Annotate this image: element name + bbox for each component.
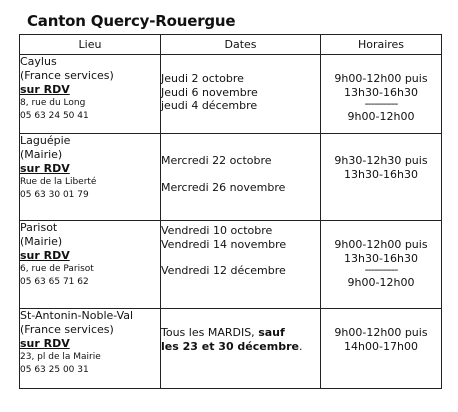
date-item: Jeudi 6 novembre [161,85,258,99]
cell-horaires [321,134,442,221]
hours-line: 9h00-12h00 puis [334,238,428,251]
page-title: Canton Quercy-Rouergue [27,12,236,30]
cell-dates [161,55,321,134]
date-note-sauf: sauf [258,326,285,339]
cell-dates [161,134,321,221]
rdv-label: sur RDV [20,249,70,262]
hours-line: 9h00-12h00 [347,276,415,289]
location-org: (France services) [20,69,114,82]
date-item: jeudi 4 décembre [161,99,258,112]
header-lieu: Lieu [20,35,161,55]
date-item: Vendredi 14 novembre [161,237,287,251]
hours-line: 13h30-16h30 [344,251,418,265]
hours-line: 9h00-12h00 puis [334,326,428,339]
date-item: Mercredi 22 octobre [161,154,272,167]
location-phone: 05 63 30 01 79 [20,190,89,200]
rdv-label: sur RDV [20,337,70,350]
location-name: Parisot [20,221,58,234]
schedule-table [19,34,442,389]
location-org: (France services) [20,323,114,336]
location-phone: 05 63 24 50 41 [20,111,89,121]
table-row [20,309,442,389]
cell-lieu [20,134,161,221]
rdv-label: sur RDV [20,83,70,96]
cell-lieu [20,221,161,309]
location-org: (Mairie) [20,148,63,161]
location-address: 6, rue de Parisot [20,264,94,274]
date-note-suffix: . [298,339,303,353]
header-horaires: Horaires [321,35,442,55]
hours-line: 13h30-16h30 [344,167,418,181]
location-phone: 05 63 25 00 31 [20,365,89,375]
table-row [20,221,442,309]
cell-lieu [20,309,161,389]
table-header-row [20,35,442,55]
date-note-line2 [161,340,320,354]
hours-separator: ----------- [364,97,398,110]
location-phone: 05 63 65 71 62 [20,277,89,287]
date-note-prefix: Tous les MARDIS, [161,326,259,339]
table-row [20,55,442,134]
location-address: 23, pl de la Mairie [20,352,101,362]
location-org: (Mairie) [20,235,63,248]
hours-line: 9h00-12h00 [347,110,415,123]
date-item: Vendredi 10 octobre [161,224,273,237]
hours-line: 14h00-17h00 [344,339,418,353]
date-note [161,326,320,340]
date-item: Jeudi 2 octobre [161,72,244,85]
date-note-exception: les 23 et 30 décembre [161,339,299,353]
location-name: St-Antonin-Noble-Val [20,309,134,322]
date-item: Vendredi 12 décembre [161,264,286,277]
rdv-label: sur RDV [20,162,70,175]
header-dates: Dates [161,35,321,55]
location-name: Caylus [20,55,57,68]
cell-lieu [20,55,161,134]
hours-line: 13h30-16h30 [344,85,418,99]
location-name: Laguépie [20,134,71,147]
date-item: Mercredi 26 novembre [161,180,286,194]
location-address: 8, rue du Long [20,98,86,108]
hours-separator: ----------- [364,263,398,276]
cell-dates [161,221,321,309]
hours-line: 9h30-12h30 puis [334,154,428,167]
cell-horaires [321,55,442,134]
hours-line: 9h00-12h00 puis [334,72,428,85]
cell-dates [161,309,321,389]
location-address: Rue de la Liberté [20,177,97,187]
cell-horaires [321,309,442,389]
table-row [20,134,442,221]
cell-horaires [321,221,442,309]
